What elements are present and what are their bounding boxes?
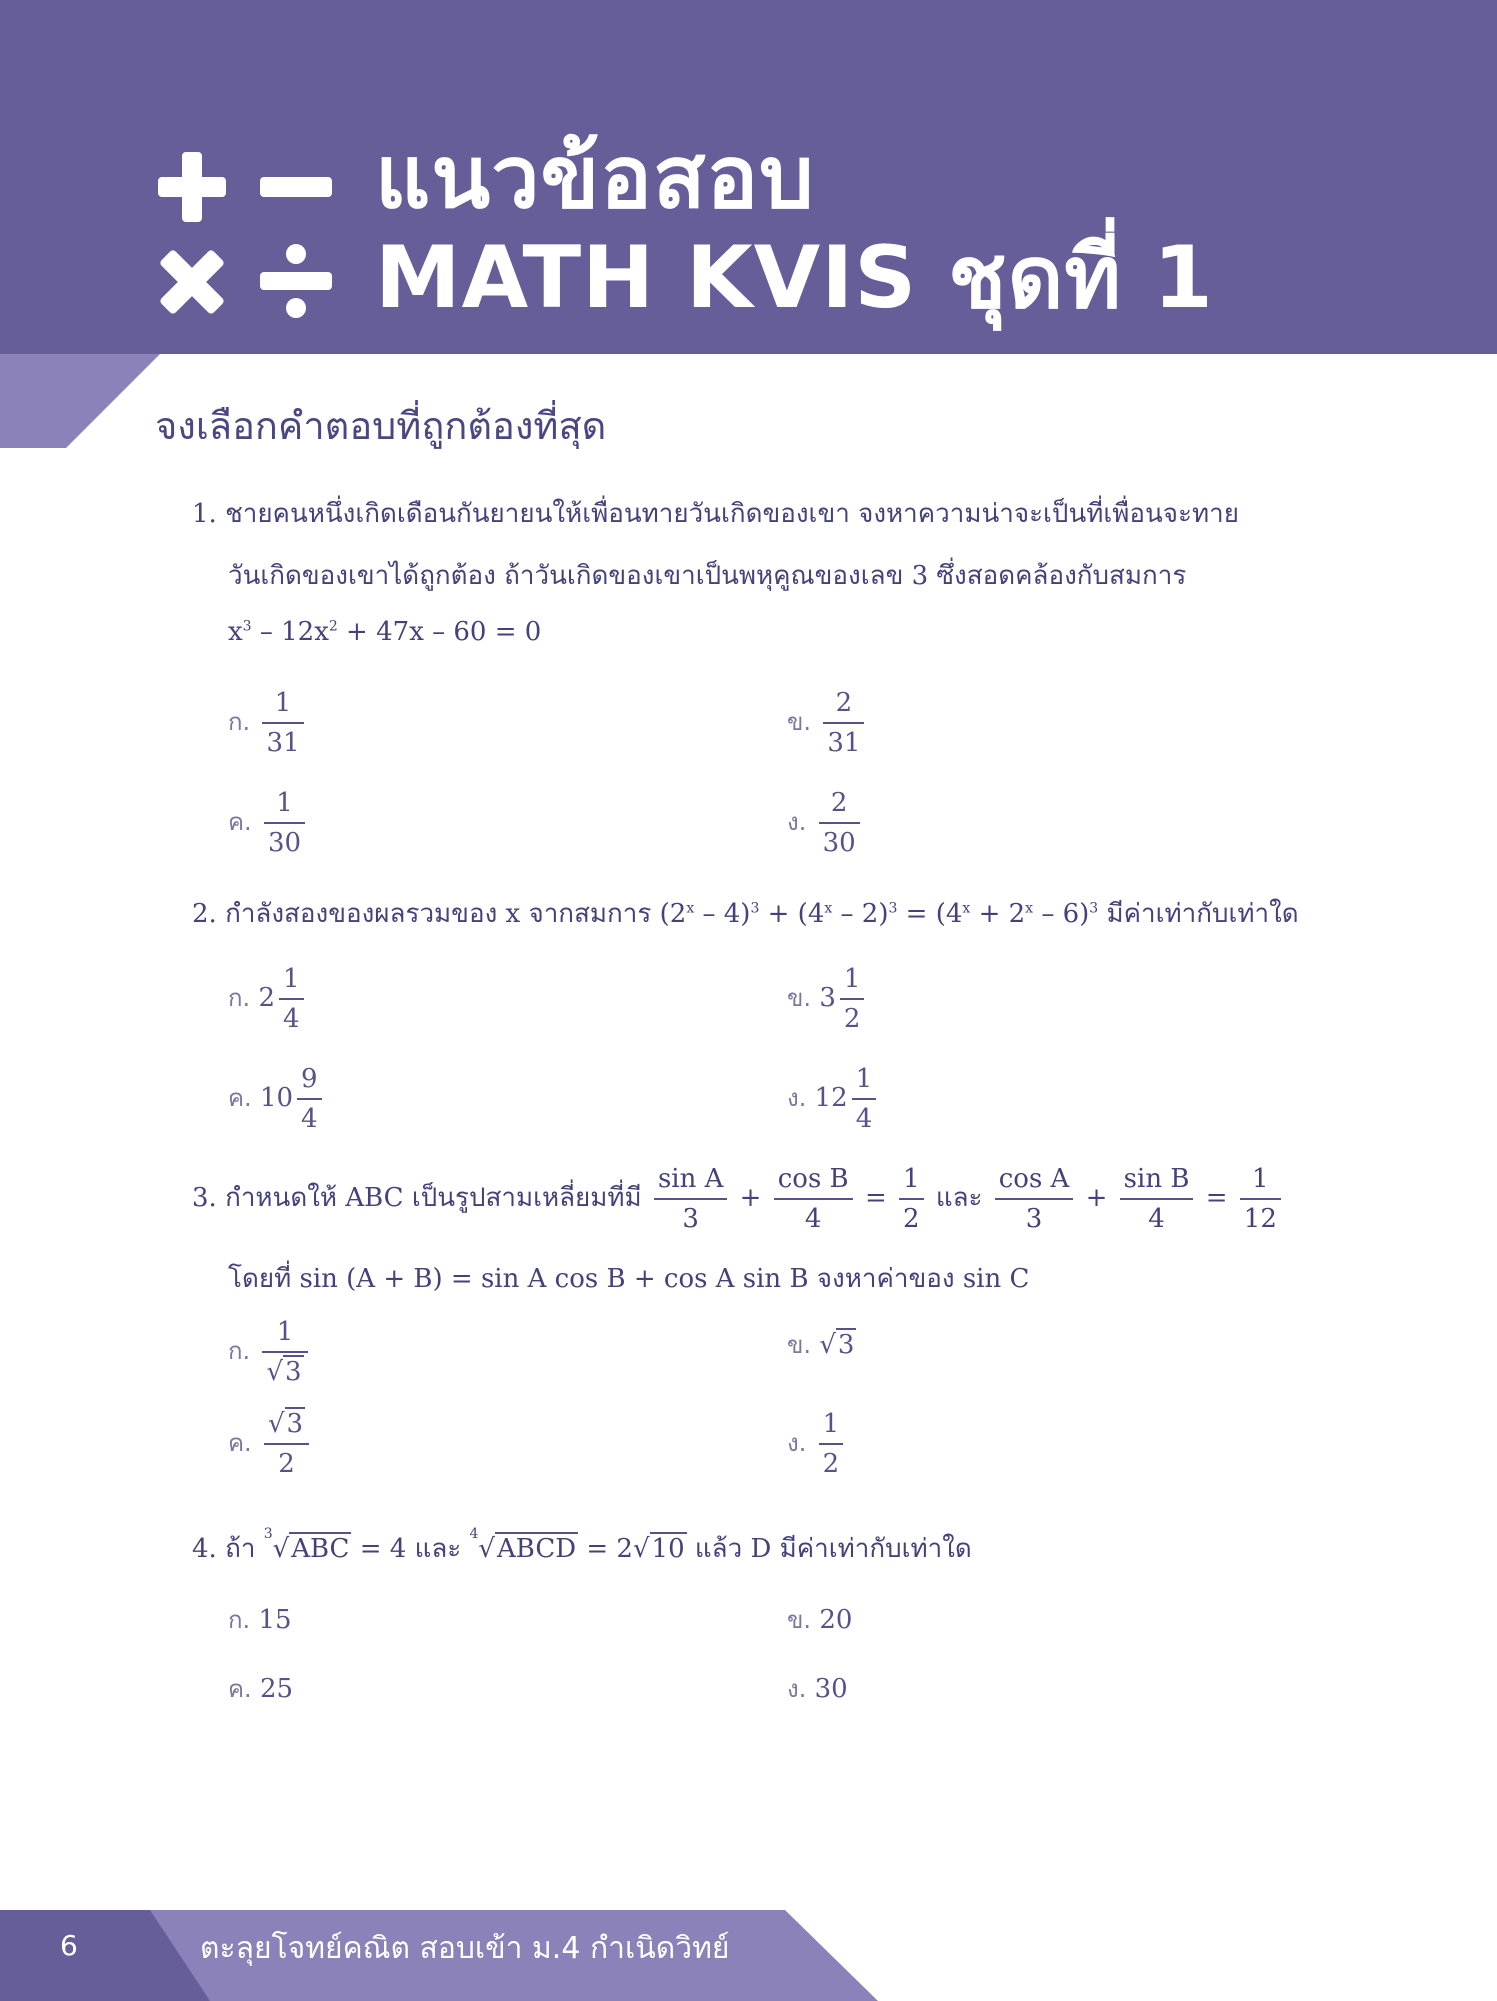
- eq-exponent: x: [824, 900, 833, 917]
- q4-option-c[interactable]: [228, 1669, 293, 1708]
- numerator: cos B: [774, 1160, 853, 1200]
- denominator: 2: [843, 1004, 861, 1034]
- question-number: 1.: [192, 499, 217, 529]
- question-number: 3.: [192, 1183, 217, 1213]
- denominator: 4: [301, 1104, 318, 1134]
- fraction: [819, 784, 860, 862]
- question-3-line-1: [192, 1160, 1285, 1238]
- fraction: [264, 1405, 309, 1483]
- eq-exponent: 3: [888, 900, 898, 917]
- eq-term: = (4: [897, 899, 963, 929]
- root-index: 4: [469, 1526, 479, 1542]
- fraction: [1120, 1160, 1194, 1238]
- option-label: ค.: [228, 1429, 252, 1457]
- q2-option-d[interactable]: [787, 1060, 880, 1138]
- mixed-whole: 2: [258, 983, 275, 1013]
- option-label: ง.: [787, 1084, 807, 1112]
- q1-option-a[interactable]: [228, 684, 308, 762]
- option-label: ค.: [228, 1084, 252, 1112]
- eq-term: – 12x: [251, 617, 329, 647]
- fraction: [262, 1313, 307, 1391]
- option-label: ง.: [787, 808, 807, 836]
- eq-exponent: 3: [1089, 900, 1099, 917]
- numerator: 1: [819, 1405, 844, 1445]
- option-label: ค.: [228, 1675, 252, 1703]
- numerator: 9: [297, 1060, 322, 1100]
- option-value: 15: [258, 1605, 292, 1635]
- operator: =: [1205, 1183, 1228, 1213]
- numerator: 1: [899, 1160, 924, 1200]
- fraction: [279, 960, 304, 1038]
- q1-option-b[interactable]: [787, 684, 868, 762]
- eq-exponent: x: [962, 900, 971, 917]
- denominator: 31: [266, 728, 300, 758]
- fraction: [995, 1160, 1074, 1238]
- q1-option-c[interactable]: [228, 784, 309, 862]
- radicand: ABC: [291, 1534, 350, 1564]
- radicand: 3: [837, 1330, 855, 1360]
- question-text: ชายคนหนึ่งเกิดเดือนกันยายนให้เพื่อนทายวันเกิดของเขา จงหาความน่าจะเป็นที่เพื่อนจะทาย: [225, 499, 1239, 529]
- q3-option-b[interactable]: [787, 1325, 856, 1364]
- square-root: √3: [819, 1330, 855, 1360]
- option-value: 30: [814, 1674, 848, 1704]
- question-text: = 2: [578, 1534, 633, 1564]
- q4-option-d[interactable]: [787, 1669, 848, 1708]
- title-line-1: แนวข้อสอบ: [375, 128, 815, 228]
- fraction: [264, 784, 305, 862]
- eq-term: (2: [659, 899, 687, 929]
- option-label: ก.: [228, 708, 251, 736]
- q2-option-a[interactable]: [228, 960, 308, 1038]
- numerator: 1: [840, 960, 865, 1000]
- eq-term: + 47x – 60 = 0: [337, 617, 542, 647]
- multiply-icon: [159, 249, 225, 315]
- option-label: ก.: [228, 1337, 251, 1365]
- plus-icon: [158, 152, 226, 222]
- q1-option-d[interactable]: [787, 784, 864, 862]
- math-operators-logo: [150, 150, 340, 320]
- question-text: แล้ว D มีค่าเท่ากับเท่าใด: [686, 1534, 972, 1564]
- denominator: 30: [822, 828, 856, 858]
- footer-book-title: ตะลุยโจทย์คณิต สอบเข้า ม.4 กำเนิดวิทย์: [200, 1931, 730, 1966]
- numerator: sin A: [654, 1160, 727, 1200]
- fraction: [1240, 1160, 1281, 1238]
- denominator: 4: [1148, 1204, 1165, 1234]
- conjunction: และ: [935, 1183, 983, 1213]
- denominator: 4: [282, 1004, 300, 1034]
- option-value: 20: [819, 1605, 853, 1635]
- numerator: 2: [819, 784, 860, 824]
- fraction: [819, 1405, 844, 1483]
- question-text: = 4 และ: [351, 1534, 470, 1564]
- mixed-whole: 12: [814, 1083, 848, 1113]
- q3-option-d[interactable]: [787, 1405, 847, 1483]
- question-text: ถ้า: [225, 1534, 264, 1564]
- question-1-equation: [228, 617, 541, 647]
- q4-option-b[interactable]: [787, 1600, 852, 1639]
- denominator: 2: [278, 1449, 295, 1479]
- denominator: 4: [855, 1104, 873, 1134]
- minus-icon: [260, 177, 332, 197]
- numerator: √3: [264, 1405, 309, 1445]
- eq-term: x: [228, 617, 243, 647]
- fraction: [852, 1060, 877, 1138]
- option-label: ค.: [228, 808, 252, 836]
- page-number: 6: [60, 1929, 78, 1962]
- fraction: [297, 1060, 322, 1138]
- question-4-text: 4. ถ้า $^3$√ABC = 4 และ $^4$√ABCD = 2√10 แล้ว D มีค่าเท่ากับเท่าใด: [192, 1526, 972, 1564]
- denominator: 31: [827, 728, 861, 758]
- instruction-heading: จงเลือกคำตอบที่ถูกต้องที่สุด: [155, 404, 607, 448]
- option-label: ข.: [787, 1606, 812, 1634]
- numerator: 1: [262, 684, 303, 724]
- q2-option-c[interactable]: [228, 1060, 326, 1138]
- fraction: [823, 684, 864, 762]
- denominator: 4: [804, 1204, 822, 1234]
- denominator: 3: [682, 1204, 699, 1234]
- q3-option-c[interactable]: [228, 1405, 313, 1483]
- operator: +: [1085, 1183, 1108, 1213]
- question-1-line-2: วันเกิดของเขาได้ถูกต้อง ถ้าวันเกิดของเขาเป็นพหุคูณของเลข 3 ซึ่งสอดคล้องกับสมการ: [228, 561, 1187, 591]
- radicand: ABCD: [497, 1534, 577, 1564]
- question-text: กำหนดให้ ABC เป็นรูปสามเหลี่ยมที่มี: [225, 1183, 642, 1213]
- numerator: sin B: [1120, 1160, 1194, 1200]
- operator: +: [739, 1183, 762, 1213]
- mixed-whole: 10: [259, 1083, 294, 1113]
- numerator: 1: [264, 784, 305, 824]
- radicand: 10: [651, 1534, 685, 1564]
- denominator: 12: [1243, 1204, 1277, 1234]
- question-text: มีค่าเท่ากับเท่าใด: [1098, 899, 1299, 929]
- question-number: 4.: [192, 1534, 217, 1564]
- option-label: ก.: [228, 1606, 251, 1634]
- q4-option-a[interactable]: [228, 1600, 292, 1639]
- option-label: ข.: [787, 1331, 812, 1359]
- fraction: [262, 684, 303, 762]
- root-index: 3: [263, 1526, 273, 1542]
- title-line-2: MATH KVIS ชุดที่ 1: [375, 228, 1214, 328]
- fraction: [840, 960, 865, 1038]
- question-2-text: [192, 893, 1299, 934]
- option-label: ง.: [787, 1675, 807, 1703]
- question-text: กำลังสองของผลรวมของ x จากสมการ: [225, 899, 660, 929]
- section-wedge: [0, 354, 160, 448]
- eq-exponent: 3: [242, 618, 252, 635]
- fraction: [899, 1160, 924, 1238]
- numerator: cos A: [995, 1160, 1074, 1200]
- eq-exponent: 2: [328, 618, 338, 635]
- eq-term: – 6): [1033, 899, 1090, 929]
- numerator: 1: [852, 1060, 877, 1100]
- mixed-whole: 3: [819, 983, 836, 1013]
- numerator: 2: [823, 684, 864, 724]
- eq-exponent: 3: [750, 900, 760, 917]
- question-number: 2.: [192, 899, 217, 929]
- eq-term: + 2: [970, 899, 1026, 929]
- fraction: [774, 1160, 853, 1238]
- option-value: 25: [259, 1674, 294, 1704]
- q2-option-b[interactable]: [787, 960, 868, 1038]
- option-label: ข.: [787, 708, 812, 736]
- eq-term: + (4: [759, 899, 825, 929]
- divide-icon: [260, 244, 332, 318]
- eq-exponent: x: [686, 900, 695, 917]
- option-label: ง.: [787, 1429, 807, 1457]
- option-label: ข.: [787, 984, 812, 1012]
- radicand: 3: [285, 1357, 302, 1387]
- denominator: √3: [266, 1357, 302, 1387]
- denominator: 2: [903, 1204, 920, 1234]
- option-label: ก.: [228, 984, 251, 1012]
- eq-term: – 4): [694, 899, 751, 929]
- numerator: 1: [1240, 1160, 1281, 1200]
- eq-term: – 2): [832, 899, 889, 929]
- q3-option-a[interactable]: [228, 1313, 312, 1391]
- radicand: 3: [286, 1409, 304, 1439]
- numerator: 1: [279, 960, 304, 1000]
- question-3-line-2: โดยที่ sin (A + B) = sin A cos B + cos A sin B จงหาค่าของ sin C: [228, 1264, 1030, 1294]
- eq-exponent: x: [1025, 900, 1034, 917]
- question-1-line-1: [192, 493, 1239, 534]
- operator: =: [864, 1183, 887, 1213]
- fraction: [654, 1160, 727, 1238]
- numerator: 1: [262, 1313, 307, 1353]
- denominator: 3: [1025, 1204, 1043, 1234]
- denominator: 30: [267, 828, 302, 858]
- denominator: 2: [822, 1449, 840, 1479]
